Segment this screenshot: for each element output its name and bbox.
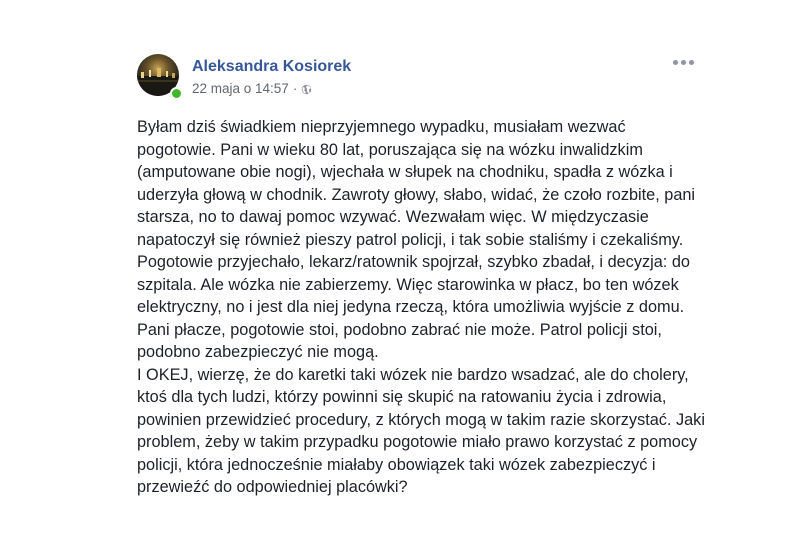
post-text-line: policji, która jednocześnie miałaby obowiązek taki wózek zabezpieczyć i	[137, 455, 656, 474]
post-text-line: pogotowie. Pani w wieku 80 lat, poruszająca się na wózku inwalidzkim	[137, 140, 643, 159]
post-text-line: uderzyła głową w chodnik. Zawroty głowy, słabo, widać, że czoło rozbite, pani	[137, 185, 696, 204]
post-text-line: powinien przewidzieć procedury, z których mogą w takim razie skorzystać. Jaki	[137, 410, 705, 429]
more-options-icon[interactable]	[673, 56, 697, 68]
post-text	[137, 116, 705, 499]
post-text-line: I OKEJ, wierzę, że do karetki taki wózek nie bardzo wsadzać, ale do cholery,	[137, 365, 689, 384]
online-status-indicator	[170, 87, 183, 100]
globe-icon[interactable]	[301, 83, 312, 94]
post-text-line: szpitala. Ale wózka nie zabierzemy. Więc starowinka w płacz, bo ten wózek	[137, 275, 679, 294]
post-timestamp-link[interactable]: 22 maja o 14:57	[192, 81, 289, 96]
post-text-line: problem, żeby w takim przypadku pogotowie miało prawo korzystać z pomocy	[137, 433, 698, 451]
post-text-line: ktoś dla tych ludzi, którzy powinni się skupić na ratowaniu życia i zdrowia,	[137, 388, 667, 406]
author-name-link[interactable]: Aleksandra Kosiorek	[192, 58, 352, 75]
post-text-line: Pogotowie przyjechało, lekarz/ratownik spojrzał, szybko zbadał, i decyzja: do	[137, 253, 690, 271]
post-text-line: (amputowane obie nogi), wjechała w słupek na chodniku, spadła z wózka i	[137, 163, 673, 181]
post-text-line: napatoczył się również pieszy patrol policji, i tak sobie staliśmy i czekaliśmy.	[137, 230, 684, 249]
post-text-line: Byłam dziś świadkiem nieprzyjemnego wypadku, musiałam wezwać	[137, 118, 626, 136]
meta-separator: ·	[292, 81, 298, 96]
post-meta	[192, 81, 312, 96]
post-text-line: przewieźć do odpowiedniej placówki?	[137, 478, 408, 496]
post-text-line: starsza, no to dawaj pomoc wzywać. Wezwałam więc. W międzyczasie	[137, 208, 649, 226]
post-text-line: Pani płacze, pogotowie stoi, podobno zabrać nie może. Patrol policji stoi,	[137, 320, 662, 339]
post-text-line: podobno zabezpieczyć nie mogą.	[137, 343, 379, 361]
avatar[interactable]	[137, 54, 181, 98]
post-text-line: elektryczny, no i jest dla niej jedyna rzeczą, która umożliwia wyjście z domu.	[137, 298, 685, 316]
